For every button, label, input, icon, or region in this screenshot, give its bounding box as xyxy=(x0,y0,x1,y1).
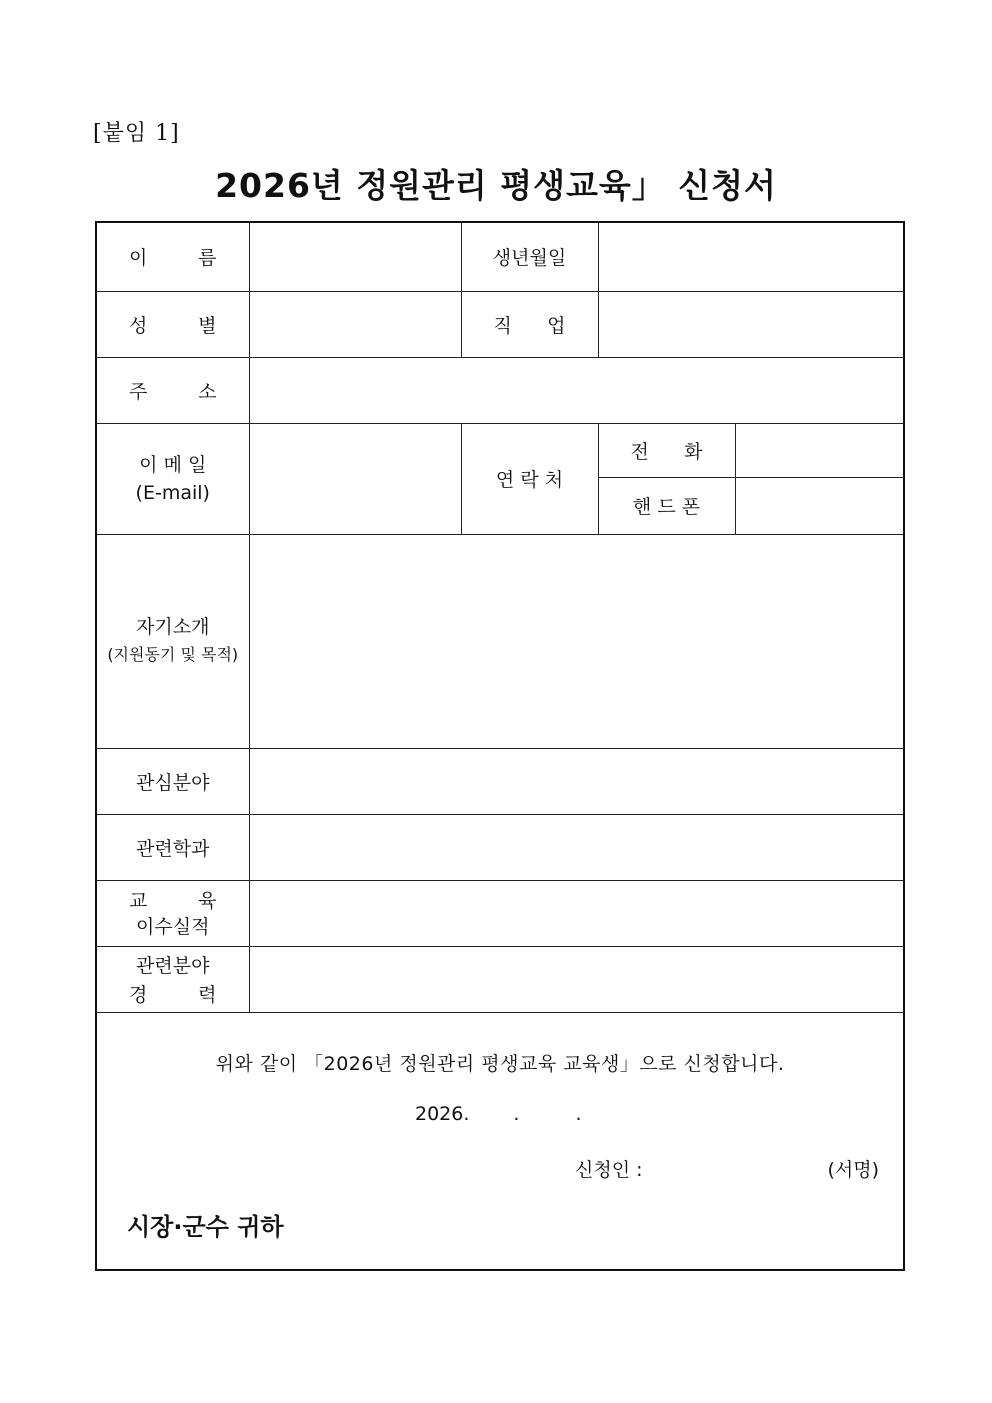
intro-sub-label: (지원동기 및 목적) xyxy=(107,645,239,664)
application-date[interactable] xyxy=(415,1103,582,1125)
page-title: 2026년 정원관리 평생교육」 신청서 xyxy=(215,166,777,205)
education-label-2: 이수실적 xyxy=(136,915,210,938)
phone-label-cell xyxy=(598,423,735,477)
birthdate-label: 생년월일 xyxy=(461,223,598,291)
mobile-label: 핸 드 폰 xyxy=(598,477,735,534)
email-input-cell[interactable] xyxy=(249,423,461,534)
phone-input-cell[interactable] xyxy=(735,423,903,477)
education-input-cell[interactable] xyxy=(249,880,903,946)
applicant-label: 신청인 : xyxy=(575,1158,643,1181)
education-label-cell xyxy=(97,880,249,946)
email-label-cell xyxy=(97,423,249,534)
career-input-cell[interactable] xyxy=(249,946,903,1012)
phone-label: 전 화 xyxy=(630,440,703,463)
addressee: 시장·군수 귀하 xyxy=(127,1212,284,1241)
mobile-input-cell[interactable] xyxy=(735,477,903,534)
gender-input-cell[interactable] xyxy=(249,291,461,357)
contact-label: 연 락 처 xyxy=(461,423,598,534)
career-label-cell xyxy=(97,946,249,1012)
email-label: 이 메 일 xyxy=(139,453,207,476)
career-label: 관련분야 xyxy=(136,954,210,977)
form-table xyxy=(97,223,903,1013)
name-label: 이 름 xyxy=(129,247,217,270)
intro-label-cell xyxy=(97,534,249,748)
attachment-label: [붙임 1] xyxy=(93,121,180,146)
application-statement: 위와 같이 「2026년 정원관리 평생교육 교육생」으로 신청합니다. xyxy=(215,1052,785,1075)
intro-label: 자기소개 xyxy=(136,616,210,638)
occupation-label-cell xyxy=(461,291,598,357)
education-label: 교 육 xyxy=(129,889,217,912)
related-dept-input-cell[interactable] xyxy=(249,814,903,880)
date-month-sep: . xyxy=(513,1102,520,1125)
birthdate-input-cell[interactable] xyxy=(598,223,903,291)
address-input-cell[interactable] xyxy=(249,357,903,423)
address-label: 주 소 xyxy=(129,380,217,403)
career-label-2: 경 력 xyxy=(129,983,217,1006)
signature-label[interactable]: (서명) xyxy=(827,1158,879,1181)
intro-input-cell[interactable] xyxy=(249,534,903,748)
related-dept-label: 관련학과 xyxy=(97,814,249,880)
date-year: 2026. xyxy=(415,1102,470,1125)
occupation-label: 직 업 xyxy=(493,314,566,337)
form-footer xyxy=(97,1013,903,1271)
name-input-cell[interactable] xyxy=(249,223,461,291)
interest-input-cell[interactable] xyxy=(249,748,903,814)
interest-label: 관심분야 xyxy=(97,748,249,814)
address-label-cell xyxy=(97,357,249,423)
gender-label-cell xyxy=(97,291,249,357)
date-day-sep: . xyxy=(575,1102,582,1125)
gender-label: 성 별 xyxy=(129,314,217,337)
email-label-en: (E-mail) xyxy=(135,481,210,504)
application-form xyxy=(95,221,905,1271)
occupation-input-cell[interactable] xyxy=(598,291,903,357)
name-label-cell xyxy=(97,223,249,291)
